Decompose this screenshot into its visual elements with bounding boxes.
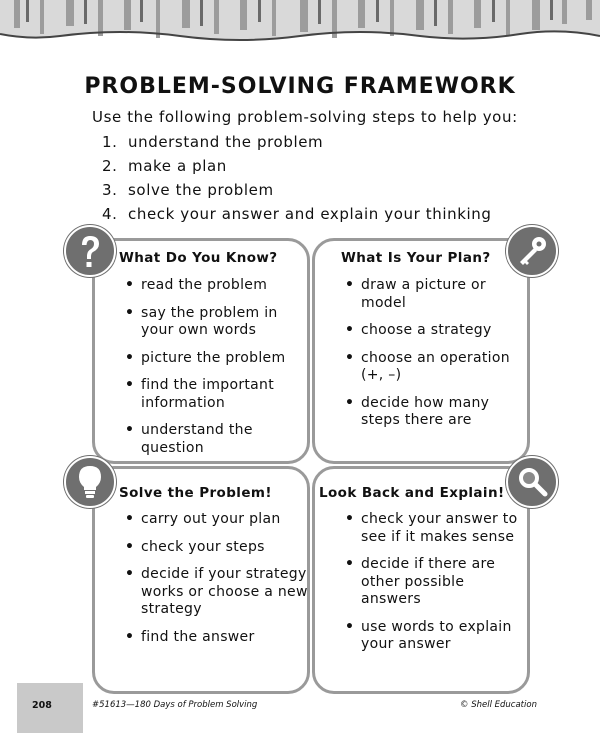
book-reference: #51613—180 Days of Problem Solving (92, 700, 258, 710)
question-mark-icon (64, 225, 116, 277)
quadrant-solve-the-problem (92, 466, 310, 694)
quadrant-look-back-and-explain (312, 466, 530, 694)
step-item: 3. solve the problem (102, 181, 274, 199)
quadrant-heading: What Is Your Plan? (341, 250, 491, 266)
list-item: • picture the problem (123, 350, 308, 368)
bullet-list (123, 511, 308, 656)
list-item: • carry out your plan (123, 511, 308, 529)
quadrant-what-do-you-know (92, 238, 310, 464)
lightbulb-icon (64, 456, 116, 508)
list-item: • decide if there are other possible answers (343, 556, 528, 609)
list-item: • read the problem (123, 277, 308, 295)
list-item: • choose a strategy (343, 322, 528, 340)
bullet-list (343, 511, 528, 664)
list-item: • understand the question (123, 422, 308, 457)
step-item: 1. understand the problem (102, 133, 324, 151)
list-item: • find the answer (123, 629, 308, 647)
page-title: PROBLEM-SOLVING FRAMEWORK (84, 74, 516, 99)
step-item: 4. check your answer and explain your thinking (102, 205, 492, 223)
list-item: • choose an operation (+, –) (343, 350, 528, 385)
magnifying-glass-icon (506, 456, 558, 508)
quadrant-what-is-your-plan (312, 238, 530, 464)
list-item: • find the important information (123, 377, 308, 412)
quadrant-heading: Solve the Problem! (119, 485, 272, 501)
list-item: • draw a picture or model (343, 277, 528, 312)
steps-list (102, 132, 492, 228)
list-item: • use words to explain your answer (343, 619, 528, 654)
list-item: • check your steps (123, 539, 308, 557)
decorative-banner (0, 0, 600, 50)
intro-text: Use the following problem-solving steps to help you: (92, 108, 518, 126)
bullet-list (343, 277, 528, 440)
list-item: • check your answer to see if it makes sense (343, 511, 528, 546)
publisher-credit: © Shell Education (460, 700, 537, 710)
list-item: • decide if your strategy works or choose a new strategy (123, 566, 308, 619)
list-item: • say the problem in your own words (123, 305, 308, 340)
quadrant-heading: Look Back and Explain! (319, 485, 505, 501)
page-number: 208 (32, 700, 52, 711)
step-item: 2. make a plan (102, 157, 227, 175)
list-item: • decide how many steps there are (343, 395, 528, 430)
bullet-list (123, 277, 308, 467)
quadrant-heading: What Do You Know? (119, 250, 278, 266)
key-icon (506, 225, 558, 277)
